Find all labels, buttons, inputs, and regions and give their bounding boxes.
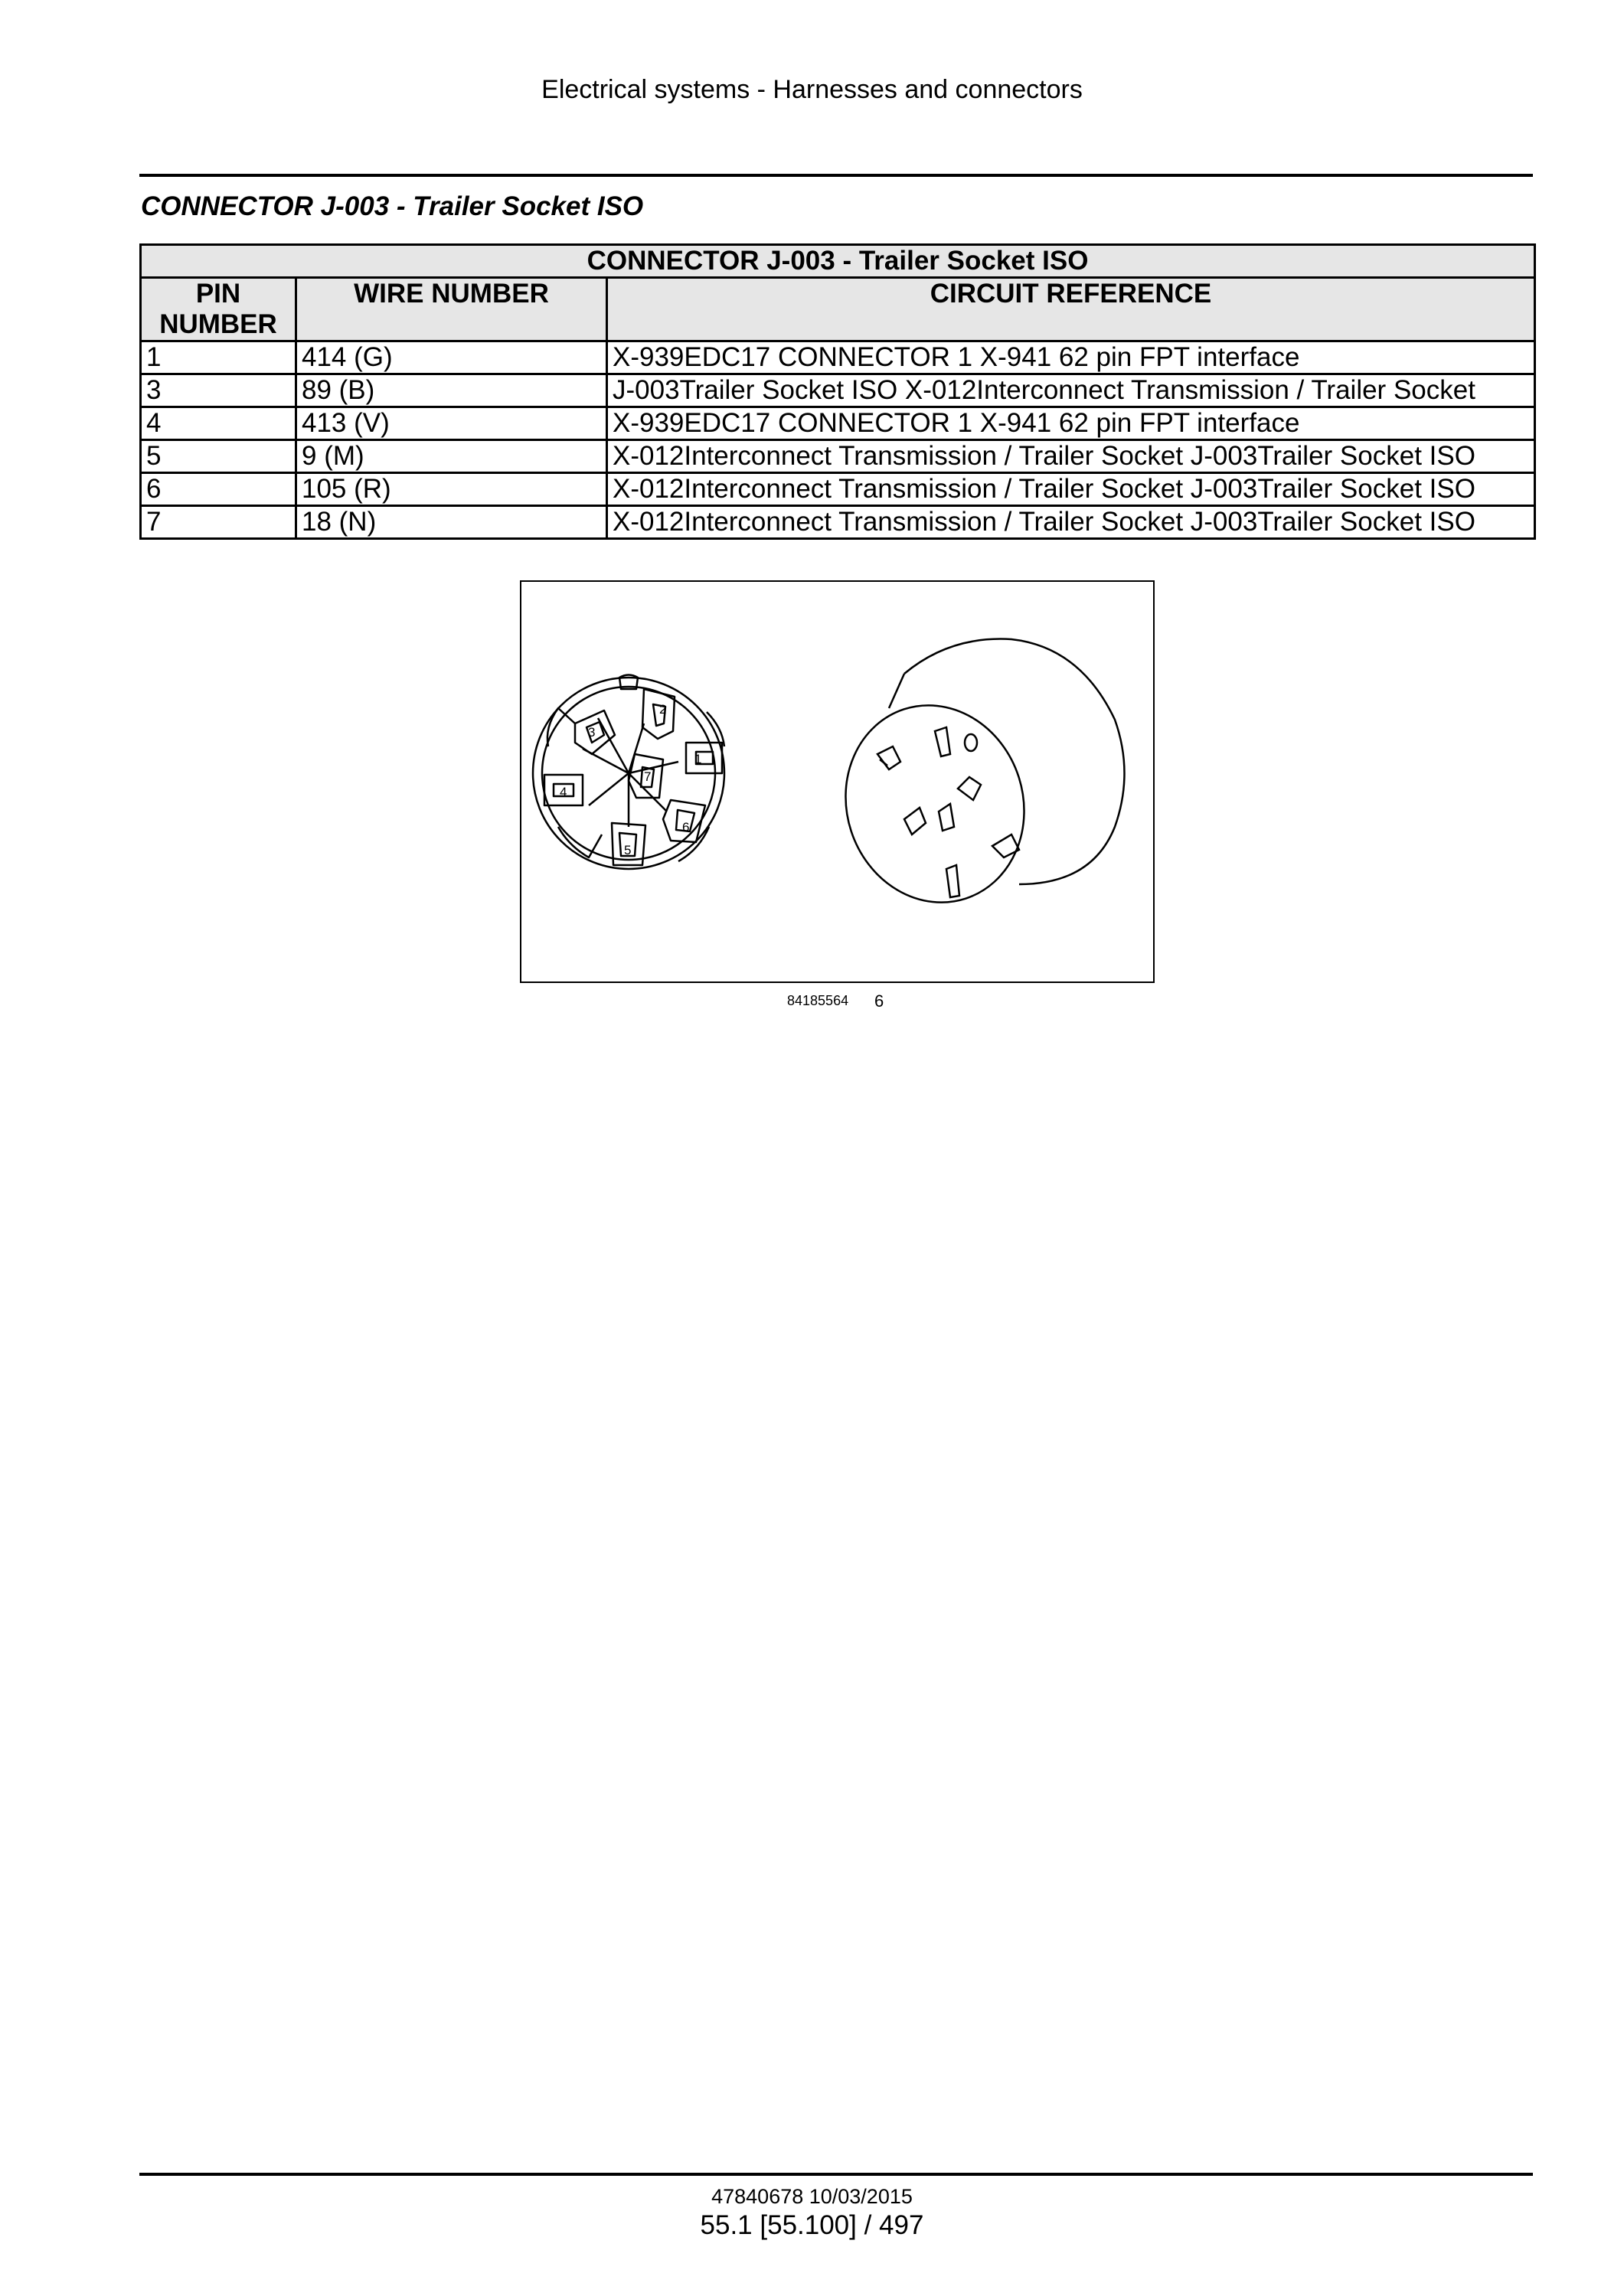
table-caption: CONNECTOR J-003 - Trailer Socket ISO (141, 245, 1535, 278)
socket-body-outline (904, 639, 1125, 884)
socket-perspective-view (820, 639, 1124, 926)
header-rule (139, 174, 1533, 177)
footer-doc-reference: 47840678 10/03/2015 (711, 2185, 913, 2208)
circuit-cell: J-003Trailer Socket ISO X-012Interconnect Transmission / Trailer Socket (607, 374, 1535, 407)
table-row (141, 506, 1535, 539)
table-row (141, 407, 1535, 440)
pin-cavity-1 (686, 743, 722, 773)
page-header-title: Electrical systems - Harnesses and connectors (541, 75, 1083, 104)
connector-figure (520, 580, 1155, 983)
pin-cell: 1 (141, 341, 296, 374)
wire-cell: 414 (G) (296, 341, 607, 374)
wire-cell: 413 (V) (296, 407, 607, 440)
circuit-cell: X-012Interconnect Transmission / Trailer Socket J-003Trailer Socket ISO (607, 506, 1535, 539)
circuit-cell: X-012Interconnect Transmission / Trailer Socket J-003Trailer Socket ISO (607, 473, 1535, 506)
pin-label: 4 (560, 785, 567, 799)
wire-cell: 9 (M) (296, 440, 607, 473)
trailer-socket-drawing (521, 582, 1153, 981)
pin-cell: 5 (141, 440, 296, 473)
pin-cell: 4 (141, 407, 296, 440)
figure-number: 6 (874, 991, 884, 1011)
pin-cell: 3 (141, 374, 296, 407)
column-header-circuit: CIRCUIT REFERENCE (607, 278, 1535, 341)
pin-label: 5 (624, 843, 632, 857)
footer-rule (139, 2173, 1533, 2176)
column-header-pin: PIN NUMBER (141, 278, 296, 341)
column-header-wire: WIRE NUMBER (296, 278, 607, 341)
circuit-cell: X-939EDC17 CONNECTOR 1 X-941 62 pin FPT interface (607, 407, 1535, 440)
pin-label: 1 (694, 752, 702, 766)
wire-cell: 18 (N) (296, 506, 607, 539)
wire-cell: 89 (B) (296, 374, 607, 407)
circuit-cell: X-939EDC17 CONNECTOR 1 X-941 62 pin FPT interface (607, 341, 1535, 374)
connector-table (139, 243, 1536, 540)
table-row (141, 440, 1535, 473)
pin-label: 2 (659, 702, 667, 717)
socket-front-face (820, 682, 1049, 926)
socket-wedge (547, 708, 575, 746)
table-row (141, 341, 1535, 374)
figure-code: 84185564 (787, 993, 849, 1008)
table-row (141, 473, 1535, 506)
pin-cell: 6 (141, 473, 296, 506)
pin-label: 3 (588, 725, 596, 740)
section-title: CONNECTOR J-003 - Trailer Socket ISO (141, 191, 644, 221)
table-row (141, 374, 1535, 407)
circuit-cell: X-012Interconnect Transmission / Trailer Socket J-003Trailer Socket ISO (607, 440, 1535, 473)
wire-cell: 105 (R) (296, 473, 607, 506)
socket-key-hole (965, 734, 977, 751)
pin-label: 7 (644, 769, 652, 784)
footer-page-reference: 55.1 [55.100] / 497 (700, 2210, 924, 2240)
pin-cell: 7 (141, 506, 296, 539)
pin-label: 6 (682, 820, 690, 834)
